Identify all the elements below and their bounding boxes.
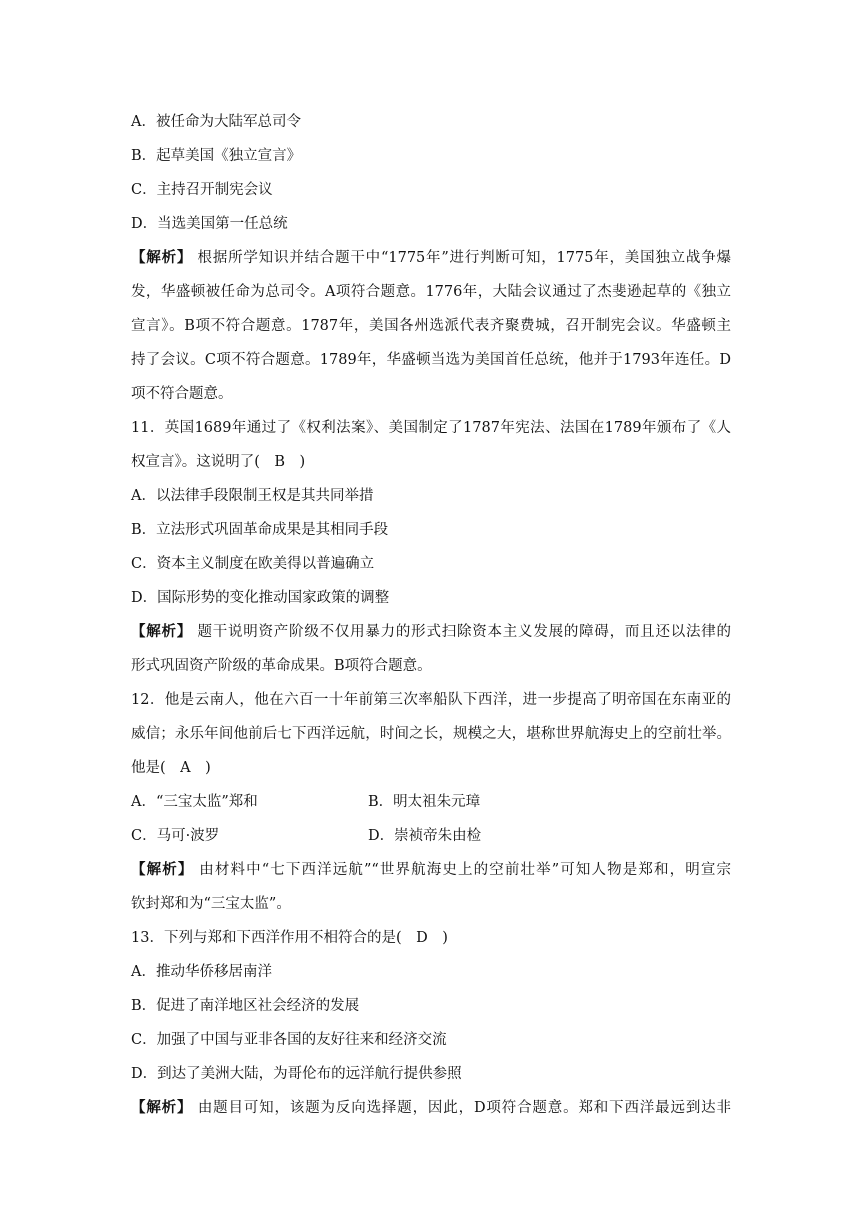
q13-option-b: B．促进了南洋地区社会经济的发展 xyxy=(131,998,360,1014)
q12-option-a: A．“三宝太监”郑和 xyxy=(131,794,258,810)
q13-option-a: A．推动华侨移居南洋 xyxy=(131,964,272,980)
q11-option-a: A．以法律手段限制王权是其共同举措 xyxy=(131,488,374,504)
q12-option-b: B．明太祖朱元璋 xyxy=(368,794,481,810)
q11-stem-line: 权宣言》。这说明了( B ) xyxy=(131,454,306,470)
q13-option-c: C．加强了中国与亚非各国的友好往来和经济交流 xyxy=(131,1032,447,1048)
q12-stem-line: 威信；永乐年间他前后七下西洋远航，时间之长，规模之大，堪称世界航海史上的空前壮举。 xyxy=(131,726,731,742)
analysis-text: 由题目可知，该题为反向选择题，因此，D项符合题意。郑和下西洋最远到达非 xyxy=(192,1100,732,1116)
q10-option-a: A．被任命为大陆军总司令 xyxy=(131,114,301,130)
q10-analysis-line: 发，华盛顿被任命为总司令。A项符合题意。1776年，大陆会议通过了杰斐逊起草的《独立 xyxy=(131,284,731,300)
q12-analysis-line: 钦封郑和为“三宝太监”。 xyxy=(131,896,291,912)
q13-option-d: D．到达了美洲大陆，为哥伦布的远洋航行提供参照 xyxy=(131,1066,462,1082)
analysis-tag: 【解析】 xyxy=(131,1099,193,1116)
q11-analysis-line: 形式巩固资产阶级的革命成果。B项符合题意。 xyxy=(131,658,432,674)
q10-analysis-line xyxy=(131,248,731,268)
q10-option-b: B．起草美国《独立宣言》 xyxy=(131,148,302,164)
q13-stem-line: 13．下列与郑和下西洋作用不相符合的是( D ) xyxy=(131,930,448,946)
q12-analysis-line xyxy=(131,860,731,880)
analysis-text: 题干说明资产阶级不仅用暴力的形式扫除资本主义发展的障碍，而且还以法律的 xyxy=(192,624,732,640)
q10-analysis-line: 持了会议。C项不符合题意。1789年，华盛顿当选为美国首任总统，他并于1793年连任。D xyxy=(131,352,731,368)
q10-analysis-line: 宣言》。B项不符合题意。1787年，美国各州选派代表齐聚费城，召开制宪会议。华盛顿主 xyxy=(131,318,731,334)
q10-option-d: D．当选美国第一任总统 xyxy=(131,216,288,232)
q12-stem-line: 他是( A ) xyxy=(131,760,211,776)
analysis-text: 由材料中“七下西洋远航”“世界航海史上的空前壮举”可知人物是郑和，明宣宗 xyxy=(193,862,732,878)
q12-option-d: D．崇祯帝朱由检 xyxy=(368,828,482,844)
analysis-text: 根据所学知识并结合题干中“1775年”进行判断可知，1775年，美国独立战争爆 xyxy=(192,250,731,266)
analysis-tag: 【解析】 xyxy=(131,249,193,266)
q11-analysis-line xyxy=(131,622,731,642)
q10-analysis-line: 项不符合题意。 xyxy=(131,386,233,402)
q12-options-row xyxy=(131,792,731,812)
q11-option-b: B．立法形式巩固革命成果是其相同手段 xyxy=(131,522,389,538)
q12-options-row xyxy=(131,826,731,846)
q13-analysis-line xyxy=(131,1098,731,1118)
q12-option-c: C．马可·波罗 xyxy=(131,828,220,844)
q10-option-c: C．主持召开制宪会议 xyxy=(131,182,273,198)
q11-stem-line: 11．英国1689年通过了《权利法案》、美国制定了1787年宪法、法国在1789年颁布了《人 xyxy=(131,420,731,436)
q11-option-c: C．资本主义制度在欧美得以普遍确立 xyxy=(131,556,375,572)
q12-stem-line: 12．他是云南人，他在六百一十年前第三次率船队下西洋，进一步提高了明帝国在东南亚的 xyxy=(131,692,731,708)
q11-option-d: D．国际形势的变化推动国家政策的调整 xyxy=(131,590,390,606)
analysis-tag: 【解析】 xyxy=(131,861,194,878)
analysis-tag: 【解析】 xyxy=(131,623,193,640)
